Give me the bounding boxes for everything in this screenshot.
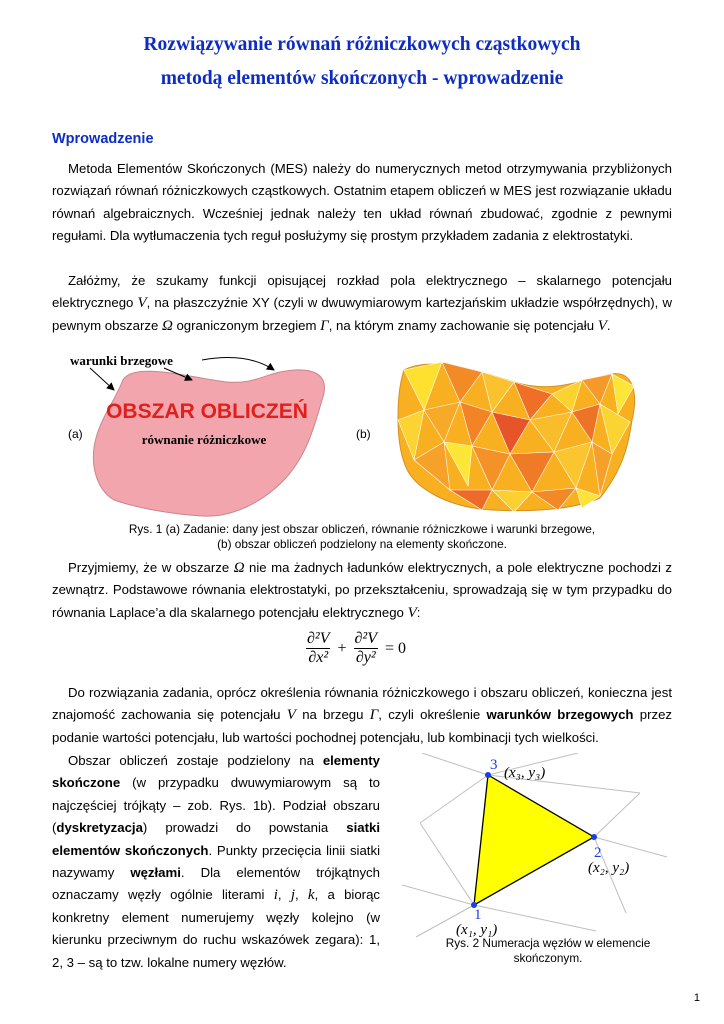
figure-1-caption [52, 522, 672, 552]
figure-2-caption [418, 936, 678, 966]
page-title-line2: metodą elementów skończonych - wprowadzenie [160, 68, 564, 89]
node-2-number: 2 [594, 845, 602, 861]
node-1-coords: (x₁, y₁) [456, 922, 498, 938]
mesh [398, 362, 635, 512]
section-heading: Wprowadzenie [52, 131, 154, 147]
paragraph-boundary: Do rozwiązania zadania, oprócz określenia równania różniczkowego i obszaru obliczeń, konieczna jest znajomość zachowania się potencjału V na brzegu Γ, czyli określenie warunków brzegowych przez podanie wartości potencjału, lub wartości pochodnej potencjału, lub kombinacji tych wielkości. [52, 685, 673, 745]
page-number: 1 [693, 992, 700, 1004]
laplace-equation [305, 630, 406, 667]
equation-plus: + [337, 639, 347, 657]
figure-2-caption-line2: skończonym. [513, 951, 583, 965]
domain-label: OBSZAR OBLICZEŃ [106, 400, 308, 423]
node-3-coords: (x₃, y₃) [504, 765, 546, 781]
page-title-line1: Rozwiązywanie równań różniczkowych cząstkowych [143, 34, 581, 55]
fraction-2 [353, 630, 379, 667]
figure-1-caption-line2: (b) obszar obliczeń podzielony na elementy skończone. [217, 537, 507, 551]
node-2 [591, 834, 597, 840]
paragraph-laplace: Przyjmiemy, że w obszarze Ω nie ma żadnych ładunków elektrycznych, a pole elektryczne pochodzi z zewnątrz. Podstawowe równania elektrostatyki, po przekształceniu, sprowadzają się w tym przypadku do równania Laplace’a dla skalarnego potencjału elektrycznego V: [52, 560, 672, 621]
finite-element-triangle [474, 775, 594, 905]
boundary-arrow-left [90, 368, 114, 390]
node-2-coords: (x₂, y₂) [588, 860, 630, 876]
equation-label: równanie różniczkowe [141, 432, 267, 447]
fraction-2-numerator: ∂²V [354, 630, 377, 647]
fraction-1-numerator: ∂²V [307, 630, 330, 647]
figure-2-caption-line1: Rys. 2 Numeracja węzłów w elemencie [445, 936, 651, 950]
boundary-arrow-right [202, 358, 274, 370]
paragraph-elements: Obszar obliczeń zostaje podzielony na elementy skończone (w przypadku dwuwymiarowym są to najczęściej trójkąty – zob. Rys. 1b). Podział obszaru (dyskretyzacja) prowadzi do powstania siatki elementów skończonych. Punkty przecięcia linii siatki nazywamy węzłami. Dla elementów trójkątnych oznaczamy węzły ogólnie literami i, j, k, a biorąc konkretny element numerujemy węzły kolejno (w kierunku przeciwnym do ruchu wskazówek zegara): 1, 2, 3 – są to tzw. lokalne numery węzłów. [52, 753, 381, 970]
fraction-1 [305, 630, 331, 667]
figure-1a-label: (a) [68, 427, 83, 441]
node-1-number: 1 [474, 907, 482, 923]
fraction-2-denominator: ∂y² [355, 649, 376, 666]
figure-1b-label: (b) [356, 427, 371, 441]
node-3-number: 3 [490, 757, 498, 773]
paragraph-intro: Metoda Elementów Skończonych (MES) należy do numerycznych metod otrzymywania przybliżonych rozwiązań równań różniczkowych cząstkowych. Ostatnim etapem obliczeń w MES jest rozwiązanie układu równań algebraicznych. Wcześniej jednak należy ten układ równań zbudować, zgodnie z pewnymi regułami. Dla wytłumaczenia tych reguł posłużymy się prostym przykładem zadania z elektrostatyki. [52, 161, 672, 244]
boundary-conditions-label: warunki brzegowe [70, 353, 173, 368]
figure-2 [402, 753, 672, 938]
fraction-1-denominator: ∂x² [308, 649, 329, 666]
paragraph-assumption: Załóżmy, że szukamy funkcji opisującej rozkład pola elektrycznego – skalarnego potencjału elektrycznego V, na płaszczyźnie XY (czyli w dwuwymiarowym kartezjańskim układzie współrzędnych), w pewnym obszarze Ω ograniczonym brzegiem Γ, na którym znamy zachowanie się potencjału V. [52, 273, 672, 334]
figure-1-caption-line1: Rys. 1 (a) Zadanie: dany jest obszar obliczeń, równanie różniczkowe i warunki brzegowe, [128, 522, 596, 536]
equation-rhs: = 0 [385, 639, 407, 657]
